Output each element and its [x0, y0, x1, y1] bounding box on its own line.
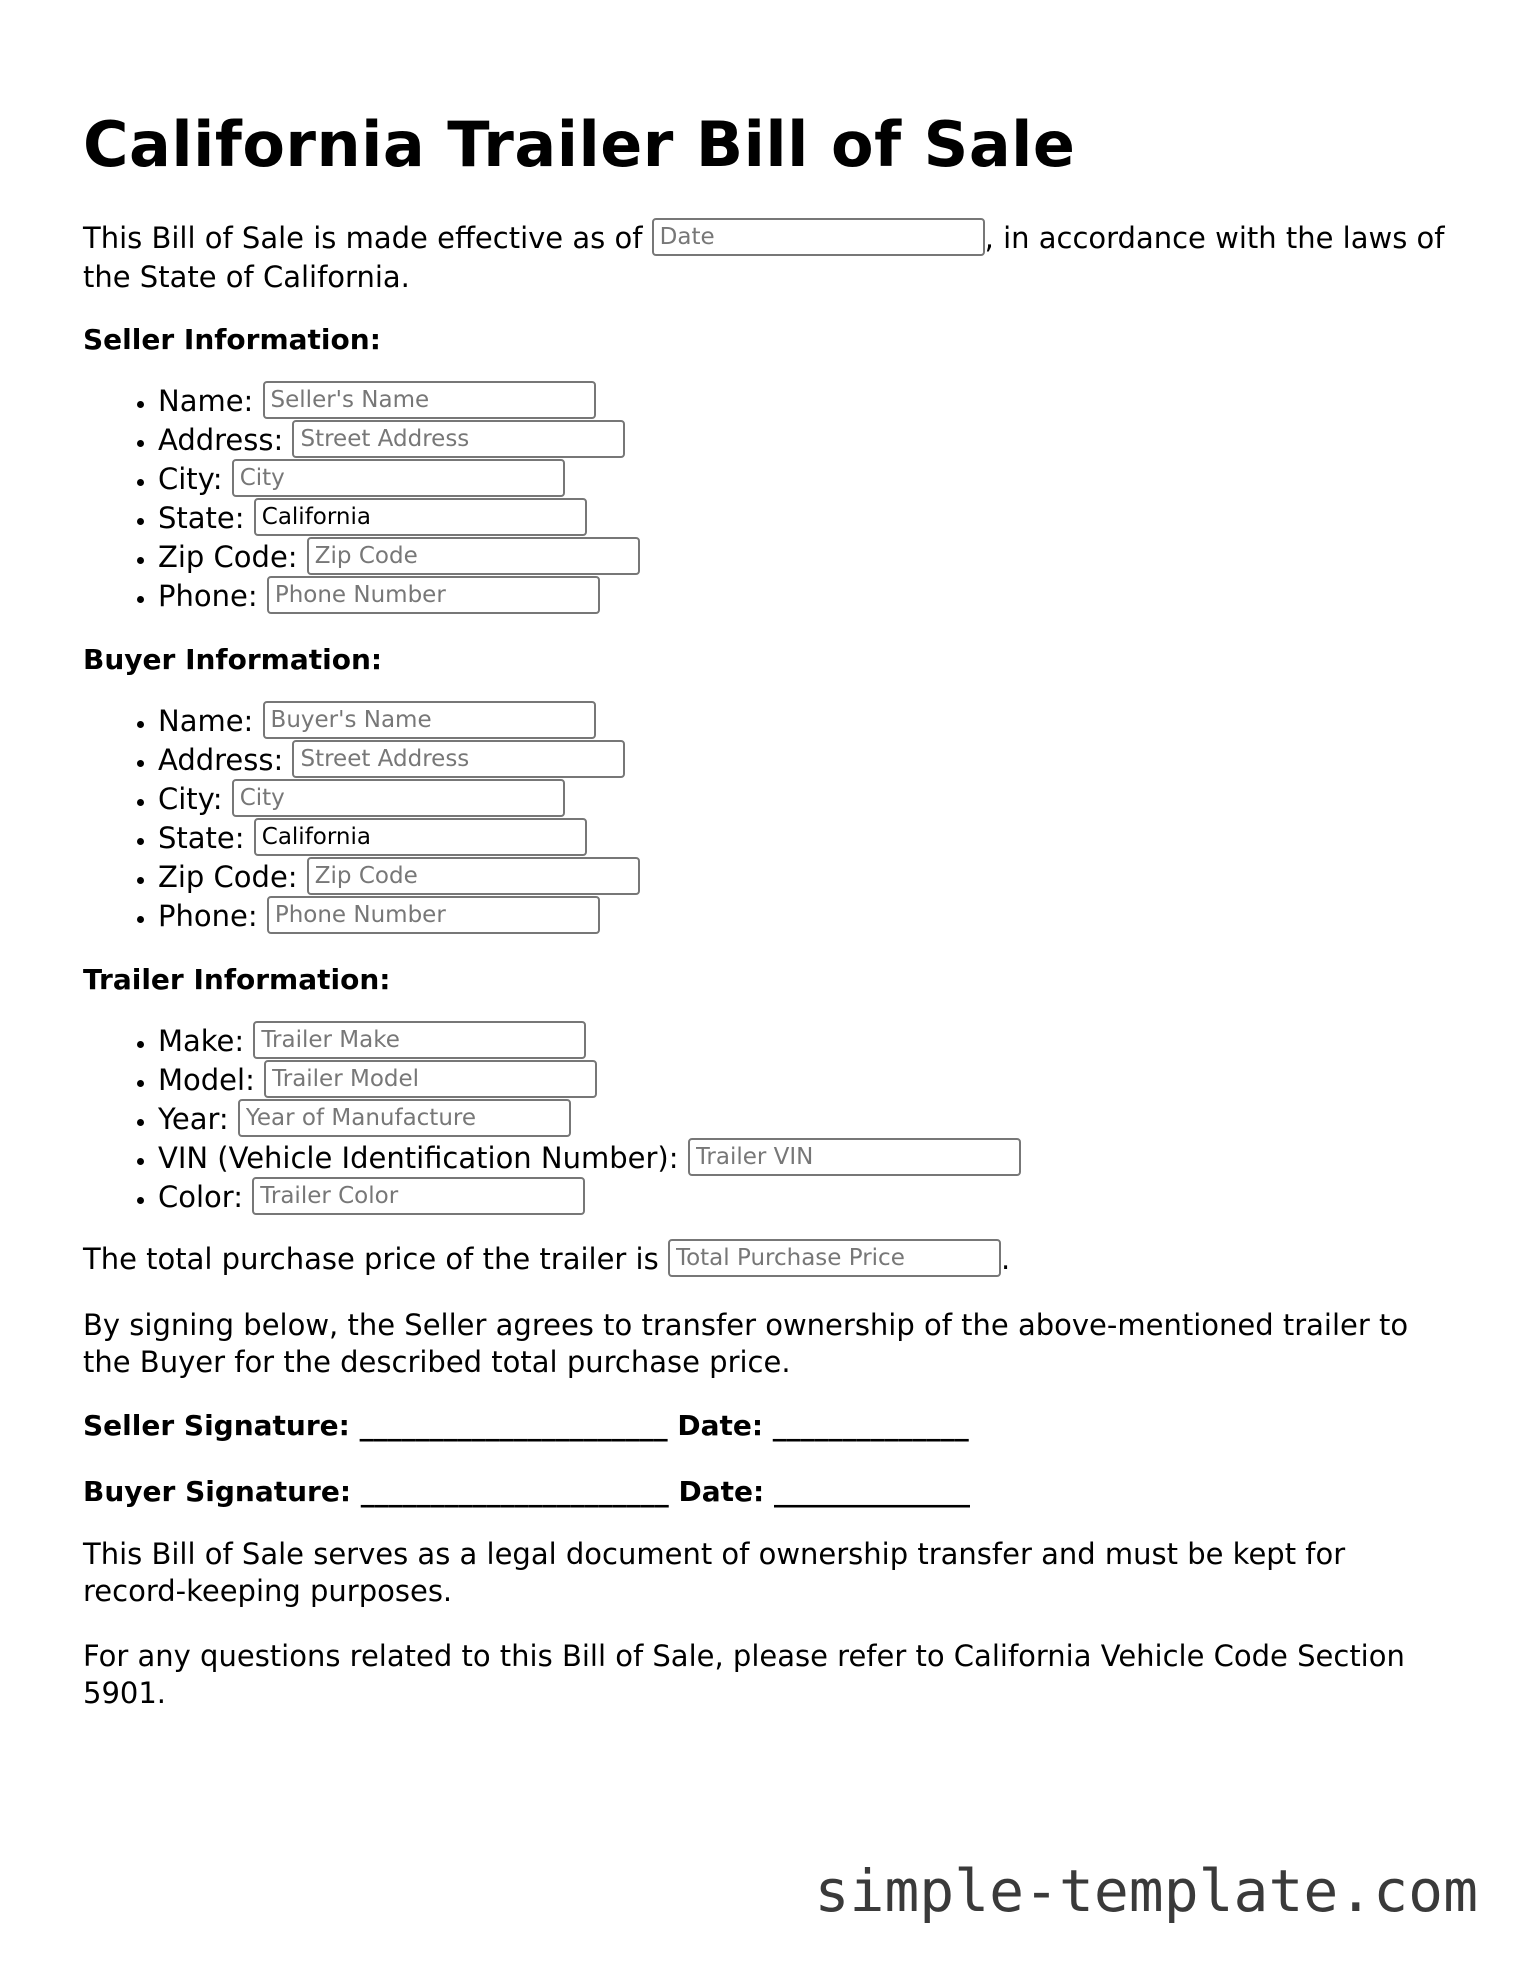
buyer-address-input[interactable] — [292, 740, 625, 778]
agreement-paragraph: By signing below, the Seller agrees to transfer ownership of the above-mentioned trailer to the Buyer for the described total purchase price. — [83, 1308, 1409, 1379]
buyer-info-list — [83, 702, 1445, 936]
intro-suffix: , in accordance with the laws of the State of California. — [83, 221, 1445, 294]
trailer-color-input[interactable] — [252, 1177, 585, 1215]
buyer-heading: Buyer Information: — [83, 643, 383, 676]
seller-phone-label: Phone: — [158, 579, 258, 613]
seller-heading: Seller Information: — [83, 323, 381, 356]
list-item — [158, 538, 1445, 577]
seller-state-input[interactable] — [254, 498, 587, 536]
list-item — [158, 1100, 1445, 1139]
buyer-signature-line: Buyer Signature: ______________________ Date: ______________ — [83, 1475, 970, 1508]
buyer-phone-input[interactable] — [267, 896, 600, 934]
price-prefix: The total purchase price of the trailer is — [83, 1242, 668, 1276]
list-item — [158, 819, 1445, 858]
seller-address-label: Address: — [158, 423, 284, 457]
watermark: simple-template.com — [814, 1857, 1478, 1925]
buyer-state-label: State: — [158, 821, 245, 855]
seller-state-label: State: — [158, 501, 245, 535]
seller-zip-input[interactable] — [307, 537, 640, 575]
seller-city-label: City: — [158, 462, 223, 496]
seller-zip-label: Zip Code: — [158, 540, 298, 574]
list-item — [158, 1061, 1445, 1100]
list-item — [158, 499, 1445, 538]
list-item — [158, 702, 1445, 741]
list-item — [158, 577, 1445, 616]
seller-address-input[interactable] — [292, 420, 625, 458]
trailer-make-input[interactable] — [253, 1021, 586, 1059]
buyer-zip-input[interactable] — [307, 857, 640, 895]
reference-note-paragraph: For any questions related to this Bill of Sale, please refer to California Vehicle Code Section 5901. — [83, 1639, 1405, 1710]
list-item — [158, 780, 1445, 819]
price-suffix: . — [1000, 1242, 1011, 1276]
trailer-model-input[interactable] — [264, 1060, 597, 1098]
trailer-model-label: Model: — [158, 1063, 255, 1097]
purchase-price-input[interactable] — [668, 1239, 1001, 1277]
trailer-make-label: Make: — [158, 1024, 245, 1058]
list-item — [158, 741, 1445, 780]
list-item — [158, 1022, 1445, 1061]
list-item — [158, 897, 1445, 936]
trailer-info-list — [83, 1022, 1445, 1217]
seller-signature-line: Seller Signature: ______________________ Date: ______________ — [83, 1409, 969, 1442]
list-item — [158, 858, 1445, 897]
trailer-vin-input[interactable] — [688, 1138, 1021, 1176]
buyer-state-input[interactable] — [254, 818, 587, 856]
seller-name-input[interactable] — [263, 381, 596, 419]
document-page — [83, 100, 1445, 1712]
seller-city-input[interactable] — [232, 459, 565, 497]
trailer-heading: Trailer Information: — [83, 963, 391, 996]
trailer-vin-label: VIN (Vehicle Identification Number): — [158, 1141, 679, 1175]
intro-prefix: This Bill of Sale is made effective as of — [83, 221, 652, 255]
page-title: California Trailer Bill of Sale — [83, 108, 1076, 181]
price-paragraph — [83, 1241, 1445, 1280]
seller-name-label: Name: — [158, 384, 254, 418]
legal-note-paragraph: This Bill of Sale serves as a legal document of ownership transfer and must be kept for record-keeping purposes. — [83, 1537, 1346, 1608]
buyer-address-label: Address: — [158, 743, 284, 777]
list-item — [158, 460, 1445, 499]
trailer-color-label: Color: — [158, 1180, 243, 1214]
list-item — [158, 382, 1445, 421]
buyer-name-label: Name: — [158, 704, 254, 738]
list-item — [158, 1139, 1445, 1178]
seller-info-list — [83, 382, 1445, 616]
list-item — [158, 1178, 1445, 1217]
buyer-city-label: City: — [158, 782, 223, 816]
effective-date-input[interactable] — [652, 218, 985, 256]
buyer-zip-label: Zip Code: — [158, 860, 298, 894]
list-item — [158, 421, 1445, 460]
buyer-name-input[interactable] — [263, 701, 596, 739]
trailer-year-input[interactable] — [238, 1099, 571, 1137]
seller-phone-input[interactable] — [267, 576, 600, 614]
trailer-year-label: Year: — [158, 1102, 229, 1136]
buyer-phone-label: Phone: — [158, 899, 258, 933]
buyer-city-input[interactable] — [232, 779, 565, 817]
intro-paragraph — [83, 220, 1445, 296]
